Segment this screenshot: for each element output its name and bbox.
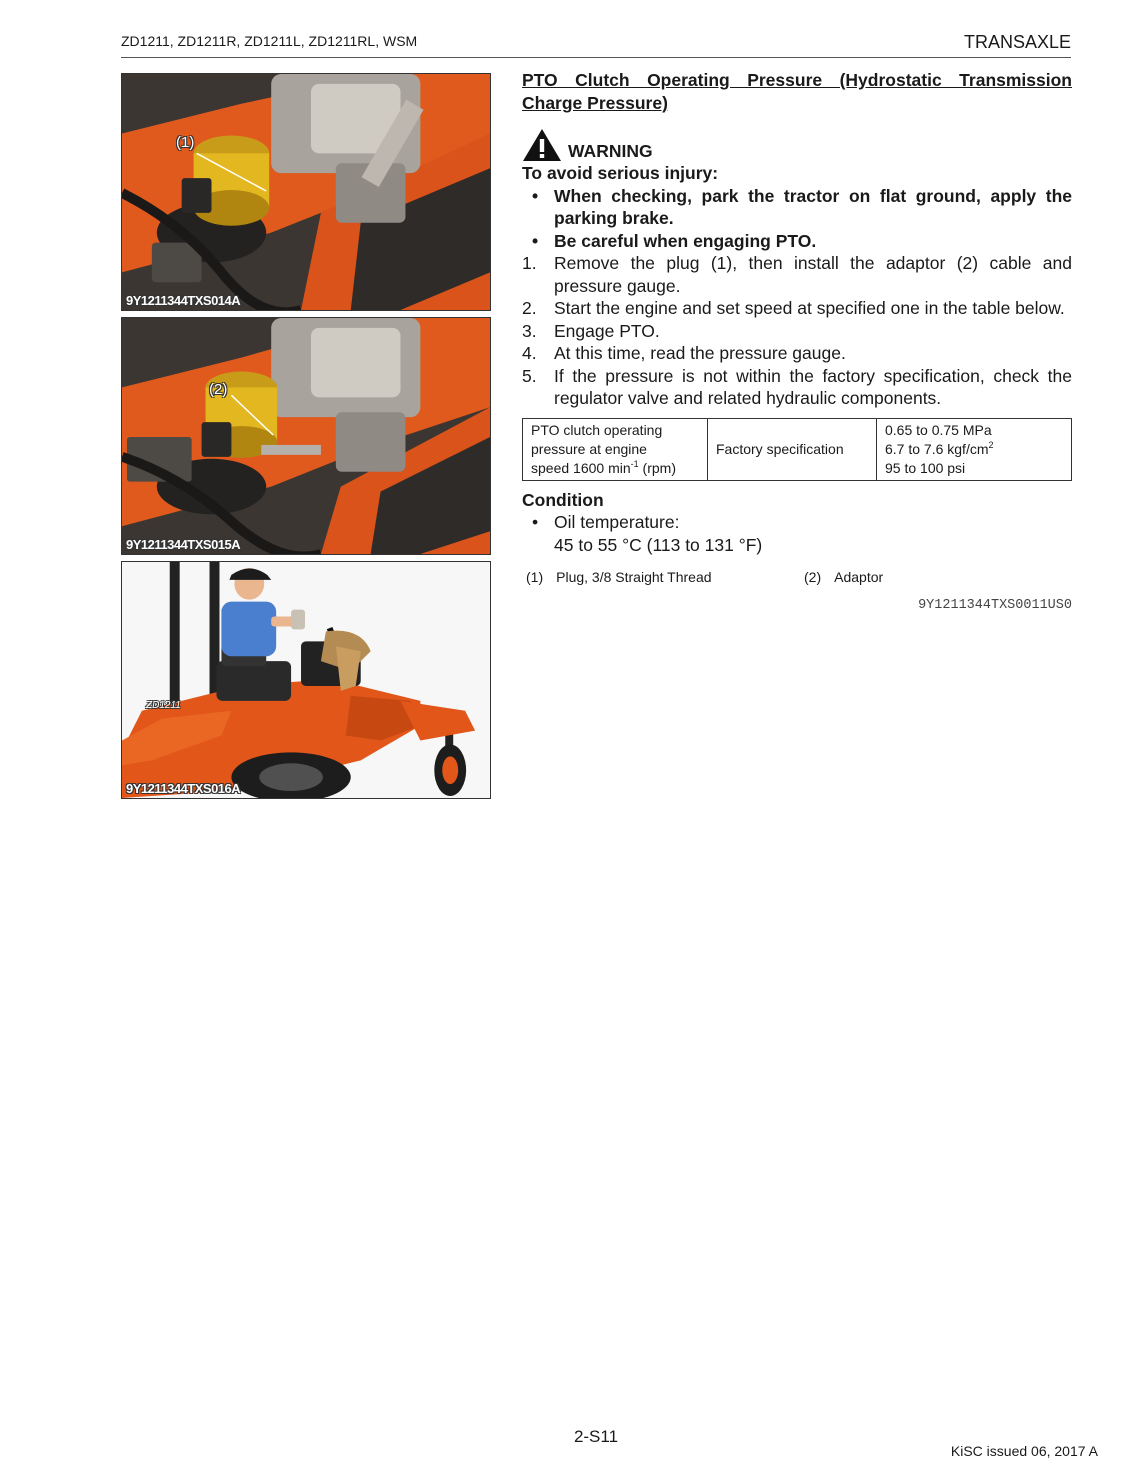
header-divider [121, 57, 1071, 58]
spec-value-line: 0.65 to 0.75 MPa [885, 421, 992, 438]
condition-label: • Oil temperature: [554, 512, 680, 532]
spec-item-unit: (rpm) [638, 459, 676, 476]
spec-item-text: speed 1600 min [531, 459, 631, 476]
legend-item [522, 566, 800, 589]
issue-info: KiSC issued 06, 2017 A [950, 1443, 1098, 1459]
tractor-model-badge: ZD1211 [146, 700, 181, 711]
condition-item [522, 511, 1072, 556]
spec-item-cell [523, 418, 708, 480]
step-text: Remove the plug (1), then install the adaptor (2) cable and pressure gauge. [554, 253, 1072, 296]
figure-id: 9Y1211344TXS016A [126, 781, 241, 796]
spec-value-line: 95 to 100 psi [885, 459, 966, 476]
condition-list [522, 511, 1072, 556]
warning-label: WARNING [568, 140, 653, 161]
procedure-step [522, 297, 1072, 320]
engine-illustration-2 [122, 318, 490, 554]
figure-column [121, 73, 491, 805]
engine-photo-plug [121, 73, 491, 311]
callout-2: (2) [209, 381, 228, 398]
spec-value-text: 6.7 to 7.6 kgf/cm [885, 440, 989, 457]
procedure-step [522, 342, 1072, 365]
document-code: 9Y1211344TXS0011US0 [918, 597, 1072, 613]
warning-triangle-icon [522, 128, 562, 162]
condition-title: Condition [522, 489, 604, 510]
warning-intro: To avoid serious injury: [522, 163, 719, 183]
procedure-step [522, 365, 1072, 410]
figure-id: 9Y1211344TXS014A [126, 293, 241, 308]
section-title-line-1: PTO Clutch Operating Pressure (Hydrostatic Transmission [522, 70, 1072, 90]
procedure-step [522, 320, 1072, 343]
step-number: 1. [522, 253, 537, 273]
engine-illustration-1 [122, 74, 490, 310]
procedure-step [522, 252, 1072, 297]
warning-bullet: • Be careful when engaging PTO. [522, 230, 1072, 253]
section-title-line-2: Charge Pressure) [522, 92, 668, 113]
spec-item-line [531, 459, 699, 478]
table-row [523, 418, 1072, 480]
figure-legend [522, 566, 1072, 589]
header-model-list: ZD1211, ZD1211R, ZD1211L, ZD1211RL, WSM [121, 33, 418, 49]
header-chapter-title: TRANSAXLE [963, 32, 1071, 52]
warning-heading [522, 128, 1072, 162]
spec-value-line [885, 440, 1063, 459]
legend-number: (1) [526, 569, 544, 585]
step-text: If the pressure is not within the factory specification, check the regulator valve and related hydraulic components. [554, 365, 1072, 408]
callout-1: (1) [176, 134, 195, 151]
engine-photo-adaptor [121, 317, 491, 555]
spec-item-line: pressure at engine [531, 440, 647, 457]
legend-number: (2) [804, 569, 822, 585]
page-number: 2-S11 [573, 1427, 619, 1446]
step-text: At this time, read the pressure gauge. [554, 343, 846, 363]
spec-item-superscript: -1 [630, 458, 639, 469]
legend-text: Adaptor [834, 569, 884, 585]
figure-id: 9Y1211344TXS015A [126, 537, 241, 552]
warning-bullet: • When checking, park the tractor on flat ground, apply the parking brake. [522, 185, 1072, 230]
spec-value-superscript: 2 [988, 439, 994, 450]
step-number: 4. [522, 343, 537, 363]
step-text: Start the engine and set speed at specified one in the table below. [554, 298, 1065, 318]
step-number: 2. [522, 298, 537, 318]
warning-bullets [522, 185, 1072, 253]
spec-type-cell: Factory specification [708, 418, 877, 480]
step-text: Engage PTO. [554, 320, 660, 341]
legend-text: Plug, 3/8 Straight Thread [556, 569, 712, 585]
tractor-illustration [122, 562, 490, 798]
section-title [522, 69, 1072, 114]
step-number: 5. [522, 365, 537, 386]
step-number: 3. [522, 320, 537, 341]
procedure-content [522, 69, 1072, 617]
legend-item [800, 566, 883, 589]
spec-item-line: PTO clutch operating [531, 421, 663, 438]
procedure-steps [522, 252, 1072, 410]
condition-value: 45 to 55 °C (113 to 131 °F) [554, 534, 763, 555]
specification-table [522, 418, 1072, 481]
tractor-operator-photo [121, 561, 491, 799]
spec-value-cell [877, 418, 1072, 480]
